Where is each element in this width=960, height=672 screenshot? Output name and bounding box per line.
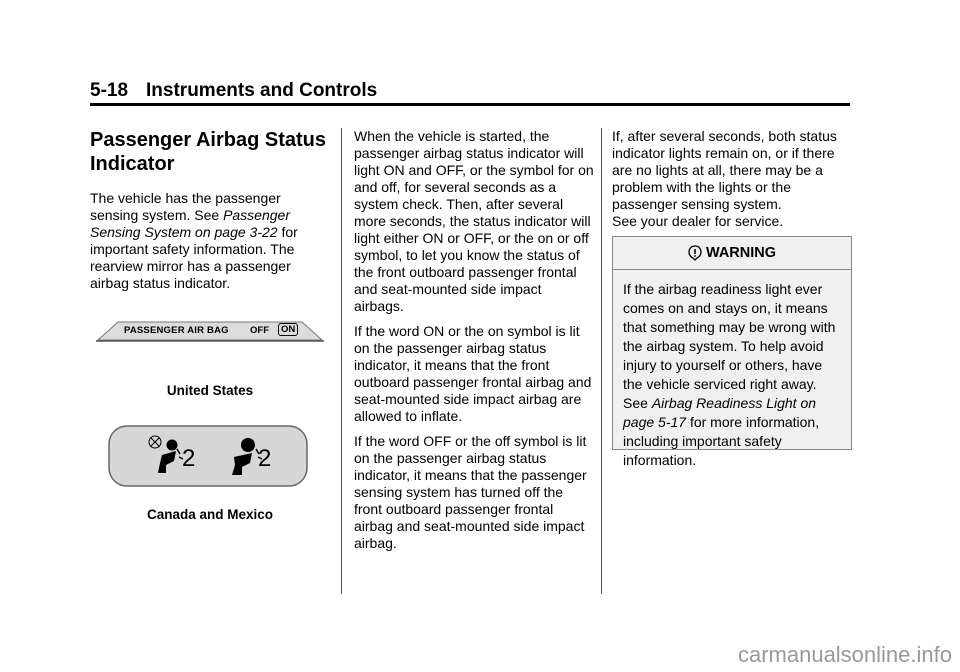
column-2 [354,128,594,560]
warning-header [613,237,851,270]
plate-label: PASSENGER AIR BAG [124,325,229,336]
warning-icon [688,245,702,261]
paragraph-startup: When the vehicle is started, the passenger airbag status indicator will light ON and OFF, or the symbol for on and off, for several seconds as a system check. Then, after several more seconds, the status indicator will light either ON or OFF, or the on or off symbol, to let you know the status of the front outboard passenger frontal and seat-mounted side impact airbags. [354,128,594,314]
right-numeral: 2 [258,445,272,472]
column-3 [612,128,852,230]
header-rule [90,103,850,106]
us-caption: United States [166,383,254,398]
column-divider-2 [601,128,602,594]
paragraph-problem: If, after several seconds, both status indicator lights remain on, or if there are no lights at all, there may be a problem with the lights or the passenger sensing system. See your dealer for service. [612,128,837,229]
us-indicator-figure [90,318,330,350]
intro-paragraph: The vehicle has the passenger sensing system. See Passenger Sensing System on page 3-22 for important safety information. The rearview mirror has a passenger airbag status indicator. [90,190,298,291]
section-heading: Passenger Airbag Status Indicator [90,129,327,175]
page-header [90,80,377,102]
canada-indicator-figure [108,425,308,487]
paragraph-on: If the word ON or the on symbol is lit on the passenger airbag status indicator, it means that the front outboard passenger frontal airbag and seat-mounted side impact airbag are allowed to inflate. [354,323,592,424]
on-label: ON [278,323,298,336]
column-divider-1 [341,128,342,594]
watermark: carmanualsonline.info [737,642,952,667]
canada-caption: Canada and Mexico [146,507,274,522]
section-title: Instruments and Controls [146,80,378,101]
warning-box [612,236,852,468]
warning-body: If the airbag readiness light ever comes on and stays on, it means that something may be wrong with the airbag system. To help avoid injury to yourself or others, have the vehicle serviced right away. See Airbag Readiness Light on page 5-17 for more information, including important safety information. [623,281,836,468]
paragraph-off: If the word OFF or the off symbol is lit on the passenger airbag status indicator, it means that the passenger sensing system has turned off the front outboard passenger frontal airbag and seat-mounted side impact airbag. [354,433,587,551]
off-label: OFF [250,325,269,336]
canada-indicator-plate [108,425,308,487]
cross-reference-link[interactable]: Passenger Sensing System on page 3-22 [90,207,290,240]
warning-cross-reference-link[interactable]: Airbag Readiness Light on page 5-17 [623,395,817,430]
column-1 [90,128,330,300]
warning-title: WARNING [705,245,777,261]
page-number: 5-18 [90,80,129,101]
left-numeral: 2 [182,445,196,472]
